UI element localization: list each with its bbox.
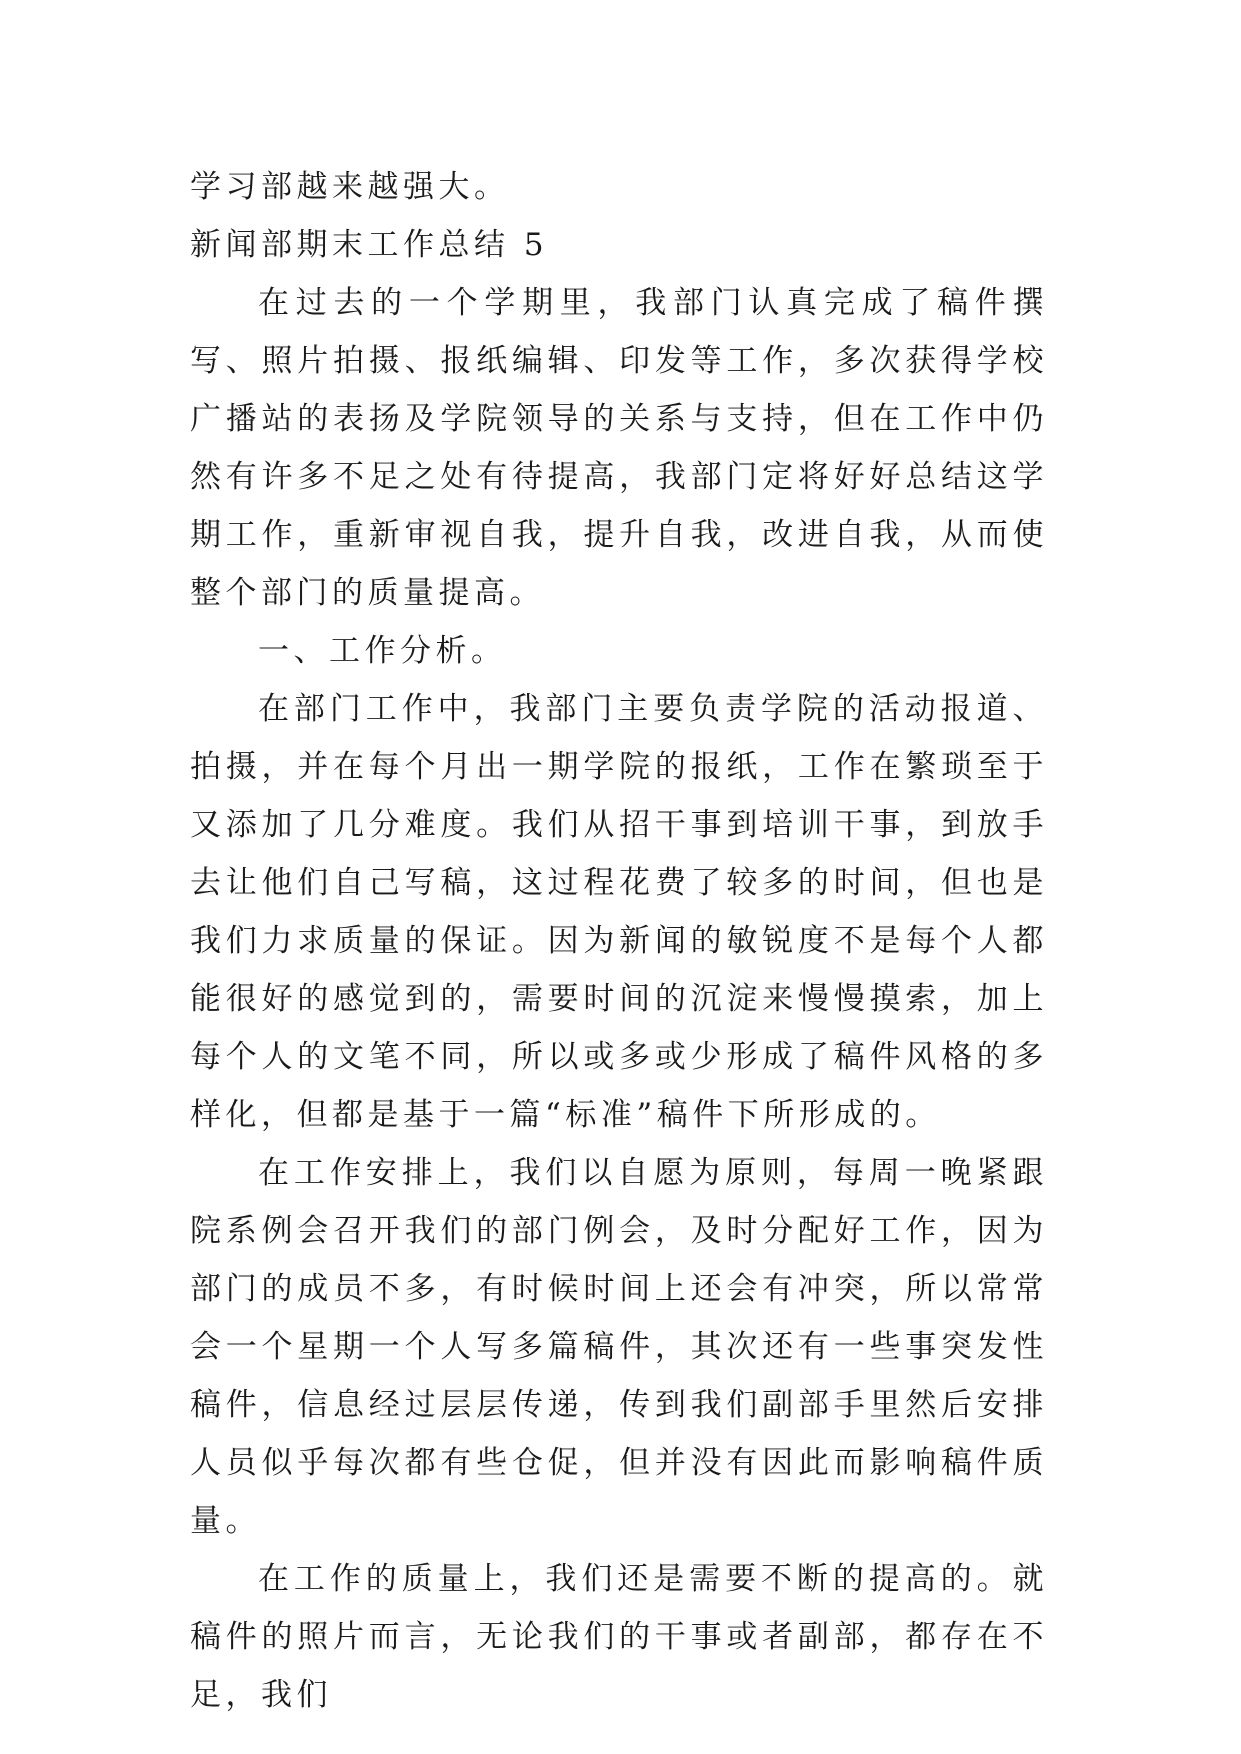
paragraph-intro: 在过去的一个学期里，我部门认真完成了稿件撰写、照片拍摄、报纸编辑、印发等工作，多次获得学校广播站的表扬及学院领导的关系与支持，但在工作中仍然有许多不足之处有待提高，我部门定将好好总结这学期工作，重新审视自我，提升自我，改进自我，从而使整个部门的质量提高。: [190, 285, 1048, 611]
section-title: 新闻部期末工作总结 5: [190, 227, 549, 263]
paragraph-closing-line: 学习部越来越强大。: [190, 169, 510, 205]
subheading-work-analysis: 一、工作分析。: [258, 633, 507, 669]
paragraph-work-quality: 在工作的质量上，我们还是需要不断的提高的。就稿件的照片而言，无论我们的干事或者副部，都存在不足，我们: [190, 1561, 1048, 1713]
paragraph-department-work: 在部门工作中，我部门主要负责学院的活动报道、拍摄，并在每个月出一期学院的报纸，工作在繁琐至于又添加了几分难度。我们从招干事到培训干事，到放手去让他们自己写稿，这过程花费了较多的时间，但也是我们力求质量的保证。因为新闻的敏锐度不是每个人都能很好的感觉到的，需要时间的沉淀来慢慢摸索，加上每个人的文笔不同，所以或多或少形成了稿件风格的多样化，但都是基于一篇“标准”稿件下所形成的。: [190, 691, 1048, 1133]
paragraph-work-arrangement: 在工作安排上，我们以自愿为原则，每周一晚紧跟院系例会召开我们的部门例会，及时分配好工作，因为部门的成员不多，有时候时间上还会有冲突，所以常常会一个星期一个人写多篇稿件，其次还有一些事突发性稿件，信息经过层层传递，传到我们副部手里然后安排人员似乎每次都有些仓促，但并没有因此而影响稿件质量。: [190, 1155, 1048, 1539]
document-body: [190, 158, 1048, 1724]
